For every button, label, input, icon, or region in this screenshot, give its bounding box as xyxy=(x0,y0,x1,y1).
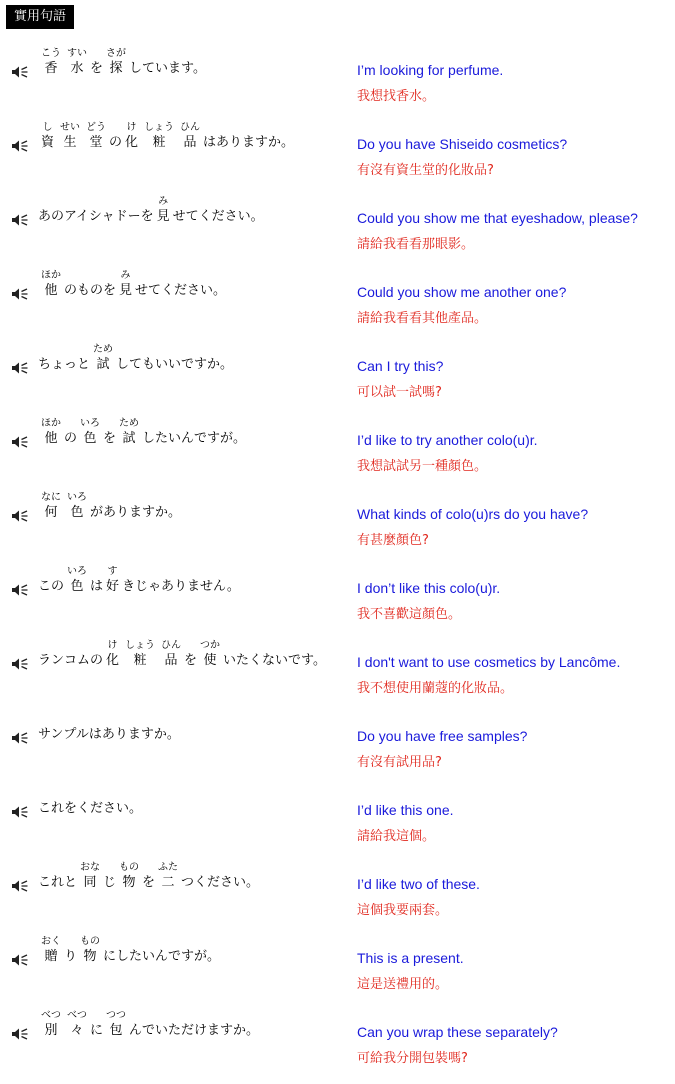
speaker-icon[interactable] xyxy=(11,434,29,448)
furigana xyxy=(135,270,226,282)
kanji-with-furigana xyxy=(64,1010,90,1039)
english-translation: This is a present. xyxy=(357,950,464,966)
speaker-icon[interactable] xyxy=(11,656,29,670)
japanese-text: 生 xyxy=(63,135,77,150)
furigana: つか xyxy=(200,640,221,651)
kanji-with-furigana xyxy=(38,270,64,299)
furigana: いろ xyxy=(80,418,101,429)
english-translation: I’d like this one. xyxy=(357,802,454,818)
english-translation: I’m looking for perfume. xyxy=(357,62,504,78)
japanese-phrase xyxy=(38,122,294,151)
japanese-text: はありますか。 xyxy=(203,135,295,150)
japanese-text: 粧 xyxy=(133,653,147,668)
japanese-phrase xyxy=(38,418,246,447)
phrase-row xyxy=(0,122,675,196)
furigana: ひん xyxy=(180,122,201,133)
japanese-text: がありますか。 xyxy=(90,505,182,520)
japanese-text: きじゃありません。 xyxy=(122,579,240,594)
furigana: いろ xyxy=(67,492,87,503)
chinese-translation: 有沒有試用品? xyxy=(357,755,442,770)
kana-text xyxy=(103,936,220,965)
kana-text xyxy=(38,566,64,595)
kana-text xyxy=(90,492,181,521)
kanji-with-furigana xyxy=(64,492,90,521)
japanese-text: 資 xyxy=(41,135,55,150)
kana-text xyxy=(181,862,259,891)
japanese-text: 二 xyxy=(161,875,175,890)
japanese-phrase xyxy=(38,344,233,373)
japanese-text: 水 xyxy=(70,61,84,76)
kanji-with-furigana xyxy=(103,640,122,669)
furigana xyxy=(142,418,246,430)
furigana xyxy=(38,714,180,726)
furigana: ため xyxy=(93,344,114,355)
japanese-text: 見 xyxy=(156,209,170,224)
japanese-text: つください。 xyxy=(181,875,260,890)
english-translation: I don't want to use cosmetics by Lancôme. xyxy=(357,654,621,670)
japanese-text: 粧 xyxy=(152,135,166,150)
furigana: いろ xyxy=(67,566,88,577)
kanji-with-furigana xyxy=(38,418,64,447)
japanese-text: 好 xyxy=(106,579,120,594)
english-translation: Could you show me another one? xyxy=(357,284,567,300)
japanese-text: 品 xyxy=(183,135,197,150)
furigana xyxy=(122,566,240,578)
japanese-phrase xyxy=(38,270,226,299)
phrase-row xyxy=(0,788,675,862)
furigana: し xyxy=(42,122,53,133)
furigana: つつ xyxy=(106,1010,127,1021)
japanese-phrase xyxy=(38,640,326,669)
furigana xyxy=(116,344,233,356)
japanese-text: 使 xyxy=(203,653,217,668)
kanji-with-furigana xyxy=(154,196,173,225)
japanese-text: 他 xyxy=(44,431,58,446)
japanese-text: したいんですが。 xyxy=(142,431,247,446)
japanese-text: いたくないです。 xyxy=(223,653,327,668)
japanese-text: しています。 xyxy=(129,61,206,76)
kanji-with-furigana xyxy=(77,936,103,965)
kanji-with-furigana xyxy=(116,270,135,299)
kana-text xyxy=(142,862,155,891)
furigana: ほか xyxy=(41,270,61,281)
furigana xyxy=(38,196,154,208)
kana-text xyxy=(203,122,294,151)
english-translation: Could you show me that eyeshadow, please? xyxy=(357,210,638,226)
japanese-text: り xyxy=(64,949,78,964)
kanji-with-furigana xyxy=(155,862,181,891)
kanji-with-furigana xyxy=(64,566,90,595)
phrase-list xyxy=(0,48,675,1084)
furigana: ひん xyxy=(161,640,182,651)
japanese-text: サンプルはありますか。 xyxy=(38,727,180,742)
chinese-translation: 我不想使用蘭蔻的化妝品。 xyxy=(357,681,514,696)
japanese-text: を xyxy=(103,431,117,446)
chinese-translation: 請給我看看那眼影。 xyxy=(357,237,475,252)
japanese-text: これと xyxy=(38,875,78,890)
furigana xyxy=(184,640,197,652)
furigana: なに xyxy=(41,492,61,503)
furigana: べつ xyxy=(41,1010,61,1021)
kanji-with-furigana xyxy=(122,640,158,669)
japanese-text: 包 xyxy=(109,1023,123,1038)
japanese-text: を xyxy=(90,61,104,76)
kana-text xyxy=(109,122,122,151)
chinese-translation: 這是送禮用的。 xyxy=(357,977,449,992)
furigana: おく xyxy=(41,936,61,947)
furigana: おな xyxy=(80,862,101,873)
japanese-text: 探 xyxy=(109,61,123,76)
furigana: こう xyxy=(41,48,61,59)
phrase-row xyxy=(0,566,675,640)
japanese-phrase xyxy=(38,196,264,225)
kanji-with-furigana xyxy=(77,418,103,447)
furigana xyxy=(64,270,116,282)
furigana xyxy=(109,122,122,134)
phrase-row xyxy=(0,344,675,418)
kanji-with-furigana xyxy=(38,122,57,151)
japanese-text: せてください。 xyxy=(172,209,264,224)
chinese-translation: 我想試試另一種顏色。 xyxy=(357,459,488,474)
speaker-icon[interactable] xyxy=(11,878,29,892)
furigana: ため xyxy=(119,418,140,429)
section-title: 實用句語 xyxy=(6,5,74,29)
furigana xyxy=(181,862,259,874)
furigana xyxy=(38,862,77,874)
furigana: どう xyxy=(86,122,107,133)
japanese-text: 々 xyxy=(70,1023,84,1038)
kanji-with-furigana xyxy=(197,640,223,669)
english-translation: Can I try this? xyxy=(357,358,444,374)
japanese-phrase xyxy=(38,492,181,521)
english-translation: I’d like to try another colo(u)r. xyxy=(357,432,538,448)
japanese-text: 色 xyxy=(70,579,84,594)
kana-text xyxy=(116,344,233,373)
kana-text xyxy=(90,48,103,77)
kana-text xyxy=(38,788,142,817)
japanese-text: 品 xyxy=(164,653,178,668)
japanese-phrase xyxy=(38,714,180,743)
japanese-text: のものを xyxy=(64,283,117,298)
japanese-text: ちょっと xyxy=(38,357,91,372)
chinese-translation: 有沒有資生堂的化妝品? xyxy=(357,163,494,178)
kanji-with-furigana xyxy=(38,1010,64,1039)
japanese-text: 贈 xyxy=(44,949,58,964)
furigana: け xyxy=(126,122,137,133)
kanji-with-furigana xyxy=(103,566,122,595)
furigana: しょう xyxy=(144,122,175,133)
japanese-text: 香 xyxy=(44,61,58,76)
japanese-text: んでいただけますか。 xyxy=(129,1023,260,1038)
kana-text xyxy=(129,48,206,77)
kana-text xyxy=(103,862,116,891)
kana-text xyxy=(38,344,90,373)
speaker-icon[interactable] xyxy=(11,138,29,152)
kanji-with-furigana xyxy=(38,48,64,77)
chinese-translation: 可給我分開包裝嗎? xyxy=(357,1051,468,1066)
japanese-text: ランコムの xyxy=(38,653,104,668)
kanji-with-furigana xyxy=(103,48,129,77)
japanese-text: 物 xyxy=(122,875,136,890)
kana-text xyxy=(38,714,180,743)
japanese-text: は xyxy=(90,579,104,594)
speaker-icon[interactable] xyxy=(11,286,29,300)
japanese-text: この xyxy=(38,579,65,594)
chinese-translation: 可以試一試嗎? xyxy=(357,385,442,400)
furigana xyxy=(90,566,103,578)
speaker-icon[interactable] xyxy=(11,64,29,78)
kana-text xyxy=(64,936,77,965)
furigana xyxy=(38,566,64,578)
phrase-row xyxy=(0,418,675,492)
furigana: もの xyxy=(80,936,101,947)
chinese-translation: 我不喜歡這顏色。 xyxy=(357,607,462,622)
english-translation: I don’t like this colo(u)r. xyxy=(357,580,501,596)
furigana: み xyxy=(120,270,131,281)
kana-text xyxy=(38,196,154,225)
phrase-row xyxy=(0,714,675,788)
furigana xyxy=(203,122,294,134)
kana-text xyxy=(64,270,116,299)
furigana xyxy=(103,862,116,874)
furigana: すい xyxy=(67,48,87,59)
furigana: せい xyxy=(60,122,81,133)
phrase-row xyxy=(0,48,675,122)
kana-text xyxy=(38,862,77,891)
furigana xyxy=(173,196,264,208)
kanji-with-furigana xyxy=(158,640,184,669)
japanese-text: 堂 xyxy=(89,135,103,150)
japanese-text: を xyxy=(142,875,156,890)
kana-text xyxy=(142,418,246,447)
furigana: もの xyxy=(119,862,140,873)
kana-text xyxy=(223,640,326,669)
english-translation: What kinds of colo(u)rs do you have? xyxy=(357,506,589,522)
kanji-with-furigana xyxy=(116,862,142,891)
japanese-text: 他 xyxy=(44,283,58,298)
japanese-text: にしたいんですが。 xyxy=(103,949,221,964)
japanese-text: 色 xyxy=(70,505,84,520)
furigana: べつ xyxy=(67,1010,87,1021)
kanji-with-furigana xyxy=(90,344,116,373)
japanese-text: 試 xyxy=(96,357,110,372)
chinese-translation: 我想找香水。 xyxy=(357,89,436,104)
furigana xyxy=(103,418,116,430)
furigana xyxy=(90,1010,103,1022)
furigana xyxy=(90,492,181,504)
furigana xyxy=(142,862,155,874)
furigana: さが xyxy=(106,48,127,59)
furigana xyxy=(64,936,77,948)
english-translation: Do you have Shiseido cosmetics? xyxy=(357,136,568,152)
japanese-text: 化 xyxy=(106,653,120,668)
furigana xyxy=(129,48,206,60)
furigana: す xyxy=(107,566,118,577)
japanese-text: せてください。 xyxy=(135,283,227,298)
kana-text xyxy=(38,640,103,669)
furigana: け xyxy=(107,640,118,651)
japanese-text: 見 xyxy=(119,283,133,298)
phrase-row xyxy=(0,492,675,566)
furigana xyxy=(64,418,77,430)
japanese-text: 化 xyxy=(125,135,139,150)
speaker-icon[interactable] xyxy=(11,1026,29,1040)
kanji-with-furigana xyxy=(83,122,109,151)
japanese-text: 何 xyxy=(44,505,58,520)
kanji-with-furigana xyxy=(38,492,64,521)
english-translation: Can you wrap these separately? xyxy=(357,1024,558,1040)
speaker-icon[interactable] xyxy=(11,730,29,744)
kana-text xyxy=(90,1010,103,1039)
furigana xyxy=(129,1010,259,1022)
japanese-phrase xyxy=(38,48,206,77)
kana-text xyxy=(103,418,116,447)
furigana: ふた xyxy=(158,862,179,873)
speaker-icon[interactable] xyxy=(11,360,29,374)
kana-text xyxy=(90,566,103,595)
furigana: ほか xyxy=(41,418,61,429)
japanese-text: あのアイシャドーを xyxy=(38,209,154,224)
japanese-text: してもいいですか。 xyxy=(116,357,234,372)
phrase-row xyxy=(0,1010,675,1084)
japanese-text: の xyxy=(64,431,78,446)
furigana xyxy=(38,640,103,652)
phrase-row xyxy=(0,196,675,270)
kanji-with-furigana xyxy=(77,862,103,891)
japanese-phrase xyxy=(38,566,240,595)
kanji-with-furigana xyxy=(116,418,142,447)
kanji-with-furigana xyxy=(141,122,177,151)
speaker-icon[interactable] xyxy=(11,952,29,966)
japanese-text: 色 xyxy=(83,431,97,446)
kanji-with-furigana xyxy=(38,936,64,965)
furigana xyxy=(103,936,220,948)
kana-text xyxy=(122,566,240,595)
speaker-icon[interactable] xyxy=(11,212,29,226)
furigana xyxy=(223,640,326,652)
kana-text xyxy=(129,1010,259,1039)
japanese-text: 別 xyxy=(44,1023,58,1038)
japanese-text: これをください。 xyxy=(38,801,143,816)
kana-text xyxy=(64,418,77,447)
kanji-with-furigana xyxy=(57,122,83,151)
kana-text xyxy=(135,270,226,299)
english-translation: I’d like two of these. xyxy=(357,876,480,892)
kanji-with-furigana xyxy=(64,48,90,77)
chinese-translation: 請給我看看其他產品。 xyxy=(357,311,488,326)
chinese-translation: 這個我要兩套。 xyxy=(357,903,449,918)
kanji-with-furigana xyxy=(122,122,141,151)
kana-text xyxy=(184,640,197,669)
japanese-phrase xyxy=(38,1010,259,1039)
speaker-icon[interactable] xyxy=(11,508,29,522)
japanese-text: に xyxy=(90,1023,104,1038)
furigana xyxy=(90,48,103,60)
chinese-translation: 請給我這個。 xyxy=(357,829,436,844)
kanji-with-furigana xyxy=(103,1010,129,1039)
japanese-text: 物 xyxy=(83,949,97,964)
furigana xyxy=(38,344,90,356)
furigana: み xyxy=(158,196,169,207)
speaker-icon[interactable] xyxy=(11,804,29,818)
chinese-translation: 有甚麼顏色? xyxy=(357,533,429,548)
japanese-text: じ xyxy=(103,875,117,890)
japanese-text: 試 xyxy=(122,431,136,446)
english-translation: Do you have free samples? xyxy=(357,728,528,744)
phrase-row xyxy=(0,270,675,344)
speaker-icon[interactable] xyxy=(11,582,29,596)
furigana: しょう xyxy=(125,640,156,651)
japanese-text: 同 xyxy=(83,875,97,890)
kanji-with-furigana xyxy=(177,122,203,151)
japanese-text: の xyxy=(109,135,123,150)
japanese-phrase xyxy=(38,788,142,817)
furigana xyxy=(38,788,142,800)
japanese-phrase xyxy=(38,862,259,891)
phrase-row xyxy=(0,640,675,714)
phrase-row xyxy=(0,862,675,936)
japanese-phrase xyxy=(38,936,220,965)
japanese-text: を xyxy=(184,653,198,668)
phrase-row xyxy=(0,936,675,1010)
kana-text xyxy=(173,196,264,225)
